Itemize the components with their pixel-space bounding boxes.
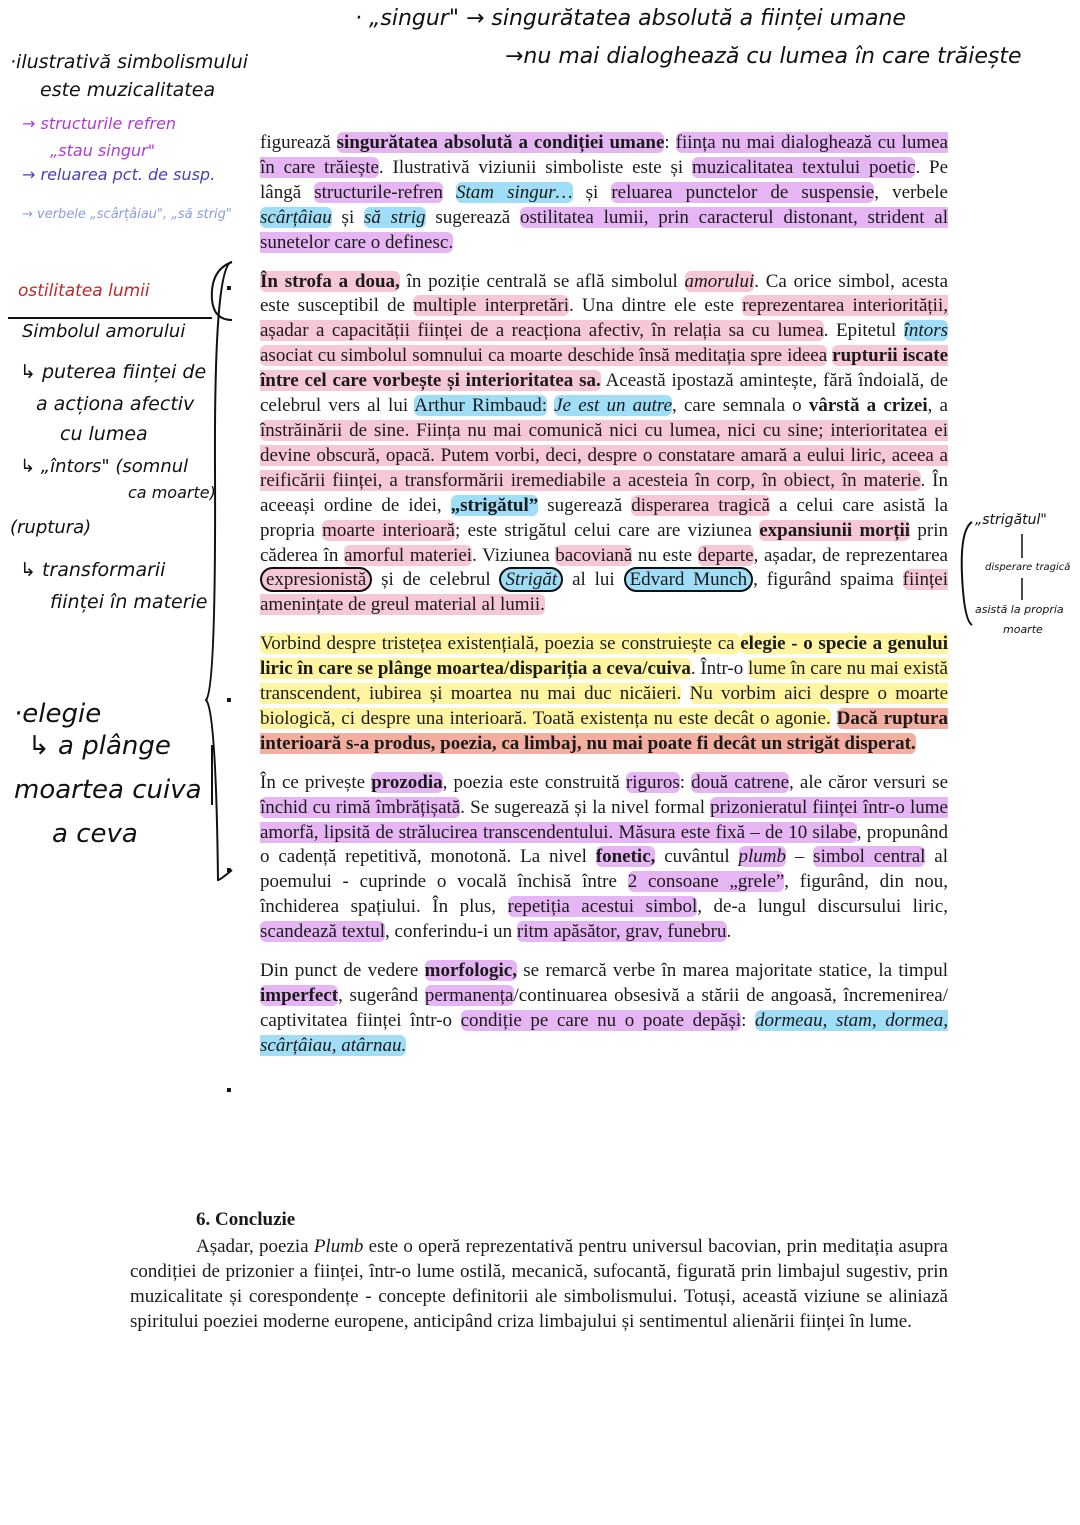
note-disperare: disperare tragică bbox=[985, 562, 1071, 573]
note-puterea-1: ↳ puterea ființei de bbox=[20, 361, 207, 383]
paragraph-morfologic: Din punct de vedere morfologic, se remarcă verbe în marea majoritate statice, la timpul imperfect, sugerând permanența/continuarea obsesivă a stării de angoasă, încremenirea/ captivitatea ființei într-o condiție pe care nu o poate depăși: dormeau, stam, dormea, scârțâiau, atârnau. bbox=[260, 960, 948, 1056]
note-strigatul: „strigătul" bbox=[975, 512, 1047, 528]
bullet-4: ▪ bbox=[226, 1082, 232, 1099]
note-simbolul-amorului: Simbolul amorului bbox=[22, 321, 186, 342]
note-elegie-1: ·elegie bbox=[14, 699, 102, 729]
bullet-3: ▪ bbox=[226, 862, 232, 879]
note-muzicalitate-2: este muzicalitatea bbox=[40, 79, 216, 101]
note-transformarii-2: ființei în materie bbox=[50, 591, 208, 613]
note-verbele: → verbele „scârțâiau", „să strig" bbox=[22, 207, 232, 222]
note-ruptura: (ruptura) bbox=[10, 517, 92, 538]
note-elegie-2: ↳ a plânge bbox=[28, 731, 171, 761]
paragraph-singuratate: figurează singurătatea absolută a condiției umane: ființa nu mai dialoghează cu lumea în care trăiește. Ilustrativă viziunii simboliste este și muzicalitatea textului poetic. Pe lângă structurile-refren Stam singur… și reluarea punctelor de suspensie, verbele scârțâiau și să strig sugerează ostilitatea lumii, prin caracterul distonant, strident al sunetelor care o definesc. bbox=[260, 132, 949, 253]
note-singur-1: · „singur" → singurătatea absolută a ființei umane bbox=[355, 6, 906, 31]
note-intors-1: ↳ „întors" (somnul bbox=[20, 456, 189, 477]
note-muzicalitate-1: ·ilustrativă simbolismului bbox=[10, 51, 249, 73]
paragraph-prozodia: În ce privește prozodia, poezia este construită riguros: două catrene, ale căror versuri se închid cu rimă îmbrățișată. Se sugerează și la nivel formal prizonieratul ființei într-o lume amorfă, lipsită de strălucirea transcendentului. Măsura este fixă – de 10 silabe, propunând o cadență repetitivă, monotonă. La nivel fonetic, cuvântul plumb – simbol central al poemului - cuprinde o vocală închisă între 2 consoane „grele”, figurând, din nou, închiderea spațiului. În plus, repetiția acestui simbol, de-a lungul discursului liric, scandează textul, conferindu-i un ritm apăsător, grav, funebru. bbox=[260, 771, 949, 943]
conclusion-section bbox=[130, 1208, 948, 1335]
note-transformarii-1: ↳ transformarii bbox=[20, 559, 166, 581]
paragraph-strofa-doua: În strofa a doua, în poziție centrală se află simbolul amorului. Ca orice simbol, acesta este susceptibil de multiple interpretări. Una dintre ele este reprezentarea interiorității, așadar a capacității ființei de a reacționa afectiv, în relația sa cu lumea. Epitetul întors asociat cu simbolul somnului ca moarte deschide însă meditația spre ideea rupturii iscate între cel care vorbește și interioritatea sa. Această ipostază amintește, fără îndoială, de celebrul vers al lui Arthur Rimbaud: Je est un autre, care semnala o vârstă a crizei, a înstrăinării de sine. Ființa nu mai comunică nici cu lumea, nici cu sine; interioritatea ei devine obscură, opacă. Putem vorbi, deci, despre o constatare amară a eului liric, aceea a reificării ființei, a transformării iremediabile a acesteia în corp, în obiect, în materie. În aceeași ordine de idei, „strigătul” sugerează disperarea tragică a celui care asistă la propria moarte interioară; este strigătul celui care are viziunea expansiunii morții prin căderea în amorful materiei. Viziunea bacoviană nu este departe, așadar, de reprezentarea expresionistă și de celebrul Strigăt al lui Edvard Munch , figurând spaima ființei amenințate de greul material al lumii. bbox=[260, 270, 949, 616]
bullet-2: ▪ bbox=[226, 692, 232, 709]
note-asista-1: asistă la propria bbox=[975, 603, 1064, 616]
note-elegie-3: moartea cuiva bbox=[14, 775, 202, 805]
note-puterea-3: cu lumea bbox=[60, 423, 148, 445]
note-ostilitatea: ostilitatea lumii bbox=[18, 281, 150, 301]
note-asista-2: moarte bbox=[1003, 623, 1043, 636]
note-intors-2: ca moarte) bbox=[128, 483, 216, 502]
document-body bbox=[260, 131, 948, 1073]
note-refren-2: „stau singur" bbox=[50, 141, 156, 160]
note-refren-1: → structurile refren bbox=[22, 114, 177, 133]
paragraph-elegie: Vorbind despre tristețea existențială, poezia se construiește ca elegie - o specie a genului liric în care se plânge moartea/dispariția a ceva/cuiva. Într-o lume în care nu mai există transcendent, iubirea și moartea nu mai duc nicăieri. Nu vorbim aici despre o moarte biologică, ci despre una interioară. Toată existența nu este decât o agonie. Dacă ruptura interioară s-a produs, poezia, ca limbaj, nu mai poate fi decât un strigăt disperat. bbox=[260, 633, 948, 754]
note-elegie-4: a ceva bbox=[52, 819, 138, 849]
conclusion-text: Așadar, poezia Plumb este o operă reprezentativă pentru universul bacovian, prin meditația asupra condiției de prizonier a ființei, într-o lume ostilă, mecanică, sufocantă, figurată prin limbajul sugestiv, prin muzicalitate și corespondențe - concepte definitorii ale simbolismului. Totuși, această viziune se aliniază spiritului poeziei moderne europene, anticipând criza limbajului și sentimentul alienării ființei în lume. bbox=[130, 1235, 948, 1332]
note-reluarea: → reluarea pct. de susp. bbox=[22, 165, 216, 184]
note-singur-2: →nu mai dialoghează cu lumea în care trăiește bbox=[505, 44, 1022, 69]
conclusion-heading: 6. Concluzie bbox=[196, 1209, 296, 1230]
note-puterea-2: a acționa afectiv bbox=[36, 393, 195, 415]
bullet-1: ▪ bbox=[226, 280, 232, 297]
